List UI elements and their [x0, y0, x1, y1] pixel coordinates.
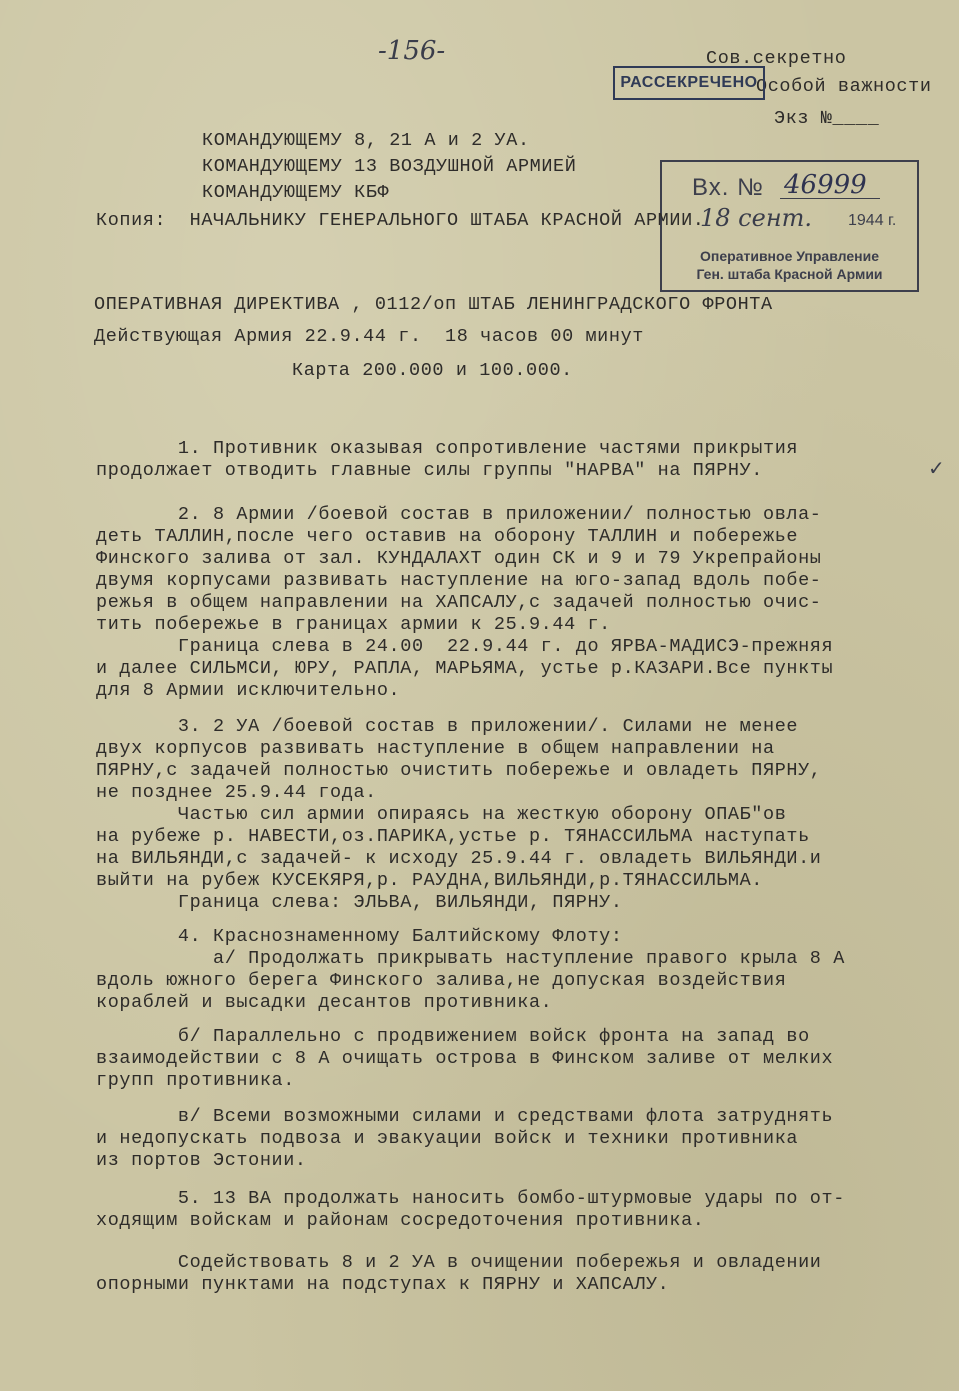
body-line: 3. 2 УА /боевой состав в приложении/. Силами не менее — [96, 716, 799, 737]
stamp-underline — [780, 198, 880, 199]
body-line: 2. 8 Армии /боевой состав в приложении/ полностью овла- — [96, 504, 822, 525]
body-line: на ВИЛЬЯНДИ,с задачей- к исходу 25.9.44 г. овладеть ВИЛЬЯНДИ.и — [96, 848, 822, 869]
body-line: групп противника. — [96, 1070, 295, 1091]
body-line: вдоль южного берега Финского залива,не допуская воздействия — [96, 970, 787, 991]
directive-title: ОПЕРАТИВНАЯ ДИРЕКТИВА , 0112/оп ШТАБ ЛЕНИНГРАДСКОГО ФРОНТА — [94, 294, 773, 315]
body-line: б/ Параллельно с продвижением войск фронта на запад во — [96, 1026, 810, 1047]
directive-datetime: Действующая Армия 22.9.44 г. 18 часов 00 минут — [94, 326, 644, 347]
body-line: ПЯРНУ,с задачей полностью очистить побережье и овладеть ПЯРНУ, — [96, 760, 822, 781]
body-line: выйти на рубеж КУСЕКЯРЯ,р. РАУДНА,ВИЛЬЯНДИ,р.ТЯНАССИЛЬМА. — [96, 870, 764, 891]
body-line: двумя корпусами развивать наступление на юго-запад вдоль побе- — [96, 570, 822, 591]
body-line: на рубеже р. НАВЕСТИ,оз.ПАРИКА,устье р. ТЯНАССИЛЬМА наступать — [96, 826, 810, 847]
body-line: 5. 13 ВА продолжать наносить бомбо-штурмовые удары по от- — [96, 1188, 845, 1209]
body-line: не позднее 25.9.44 года. — [96, 782, 377, 803]
body-line: Граница слева в 24.00 22.9.44 г. до ЯРВА-МАДИСЭ-прежняя — [96, 636, 834, 657]
body-line: из портов Эстонии. — [96, 1150, 307, 1171]
incoming-label: Вх. № — [692, 174, 764, 201]
stamp-handwritten-date: 18 сент. — [700, 204, 813, 232]
body-line: и далее СИЛЬМСИ, ЮРУ, РАПЛА, МАРЬЯМА, устье р.КАЗАРИ.Все пункты — [96, 658, 834, 679]
body-line: и недопускать подвоза и эвакуации войск и техники противника — [96, 1128, 799, 1149]
incoming-number: 46999 — [784, 170, 867, 200]
body-line: Финского залива от зал. КУНДАЛАХТ один СК и 9 и 79 Укрепрайоны — [96, 548, 822, 569]
incoming-org: Ген. штаба Красной Армии — [696, 266, 883, 282]
directive-map: Карта 200.000 и 100.000. — [292, 360, 573, 381]
incoming-year: 1944 г. — [848, 212, 897, 229]
page-number: -156- — [378, 36, 446, 66]
body-line: продолжает отводить главные силы группы "НАРВА" на ПЯРНУ. — [96, 460, 764, 481]
addressee-1: КОМАНДУЮЩЕМУ 8, 21 А и 2 УА. — [202, 130, 530, 151]
addressee-3: КОМАНДУЮЩЕМУ КБФ — [202, 182, 390, 203]
body-line: а/ Продолжать прикрывать наступление правого крыла 8 А — [96, 948, 845, 969]
body-line: кораблей и высадки десантов противника. — [96, 992, 553, 1013]
body-line: 1. Противник оказывая сопротивление частями прикрытия — [96, 438, 799, 459]
body-line: Частью сил армии опираясь на жесткую оборону ОПАБ"ов — [96, 804, 787, 825]
classification-importance: Особой важности — [756, 76, 932, 97]
body-line: режья в общем направлении на ХАПСАЛУ,с задачей полностью очис- — [96, 592, 822, 613]
body-line: Граница слева: ЭЛЬВА, ВИЛЬЯНДИ, ПЯРНУ. — [96, 892, 623, 913]
body-line: Содействовать 8 и 2 УА в очищении побережья и овладении — [96, 1252, 822, 1273]
body-line: для 8 Армии исключительно. — [96, 680, 401, 701]
copy-number: Экз №____ — [774, 108, 880, 129]
body-line: в/ Всеми возможными силами и средствами флота затруднять — [96, 1106, 834, 1127]
body-line: взаимодействии с 8 А очищать острова в Финском заливе от мелких — [96, 1048, 834, 1069]
declassified-stamp: РАССЕКРЕЧЕНО — [613, 66, 765, 100]
body-line: опорными пунктами на подступах к ПЯРНУ и ХАПСАЛУ. — [96, 1274, 670, 1295]
addressee-copy: Копия: НАЧАЛЬНИКУ ГЕНЕРАЛЬНОГО ШТАБА КРАСНОЙ АРМИИ. — [96, 210, 705, 231]
body-line: 4. Краснознаменному Балтийскому Флоту: — [96, 926, 623, 947]
classification-secret: Сов.секретно — [706, 48, 847, 69]
body-line: тить побережье в границах армии к 25.9.44 г. — [96, 614, 611, 635]
body-line: деть ТАЛЛИН,после чего оставив на оборону ТАЛЛИН и побережье — [96, 526, 799, 547]
check-mark: ✓ — [928, 456, 945, 480]
body-line: ходящим войскам и районам сосредоточения противника. — [96, 1210, 705, 1231]
addressee-2: КОМАНДУЮЩЕМУ 13 ВОЗДУШНОЙ АРМИЕЙ — [202, 156, 577, 177]
body-line: двух корпусов развивать наступление в общем направлении на — [96, 738, 775, 759]
incoming-dept: Оперативное Управление — [700, 248, 879, 264]
